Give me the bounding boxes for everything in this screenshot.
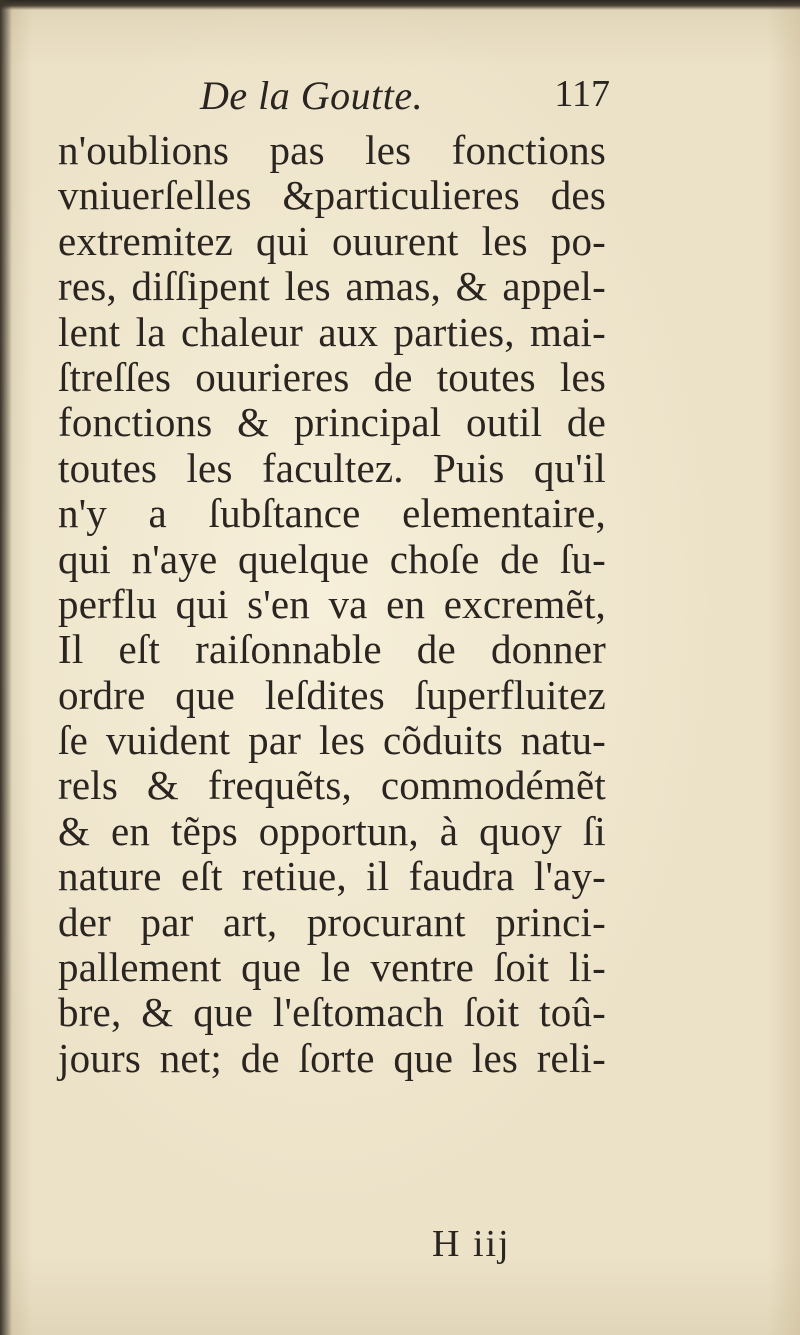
text-line: nature eſt retiue, il faudra l'ay- <box>58 853 606 900</box>
text-line: fonctions & principal outil de <box>58 399 606 446</box>
text-line: lent la chaleur aux parties, mai- <box>58 308 606 355</box>
text-line: der par art, procurant princi- <box>58 898 606 945</box>
text-line: bre, & que l'eſtomach ſoit toû- <box>58 989 606 1036</box>
text-line: vniuerſelles &particulieres des <box>58 172 606 219</box>
text-line: jours net; de ſorte que les reli- <box>58 1034 606 1081</box>
text-line: toutes les facultez. Puis qu'il <box>58 444 606 491</box>
signature-mark: H iij <box>432 1223 511 1265</box>
text-line: ſe vuident par les cõduits natu- <box>58 717 606 764</box>
text-line: perflu qui s'en va en excremẽt, <box>58 580 606 627</box>
text-line: n'y a ſubſtance elementaire, <box>58 490 606 537</box>
page-header <box>200 72 610 124</box>
page-top-shadow <box>0 0 800 10</box>
running-title: De la Goutte. <box>200 73 424 118</box>
text-line: ordre que leſdites ſuperfluitez <box>58 671 606 718</box>
text-line: rels & frequẽts, commodémẽt <box>58 762 606 809</box>
text-line: extremitez qui ouurent les po- <box>58 217 606 264</box>
body-text <box>58 128 606 1081</box>
text-line: res, diſſipent les amas, & appel- <box>58 263 606 310</box>
page-gutter-shadow <box>0 0 12 1335</box>
text-line: pallement que le ventre ſoit li- <box>58 944 606 991</box>
text-line: ſtreſſes ouurieres de toutes les <box>58 353 606 400</box>
text-line: n'oublions pas les fonctions <box>58 127 606 173</box>
page-number: 117 <box>554 73 610 115</box>
text-line: qui n'aye quelque choſe de ſu- <box>58 535 606 582</box>
text-line: Il eſt raiſonnable de donner <box>58 626 606 673</box>
text-line: & en tẽps opportun, à quoy ſi <box>58 807 606 854</box>
